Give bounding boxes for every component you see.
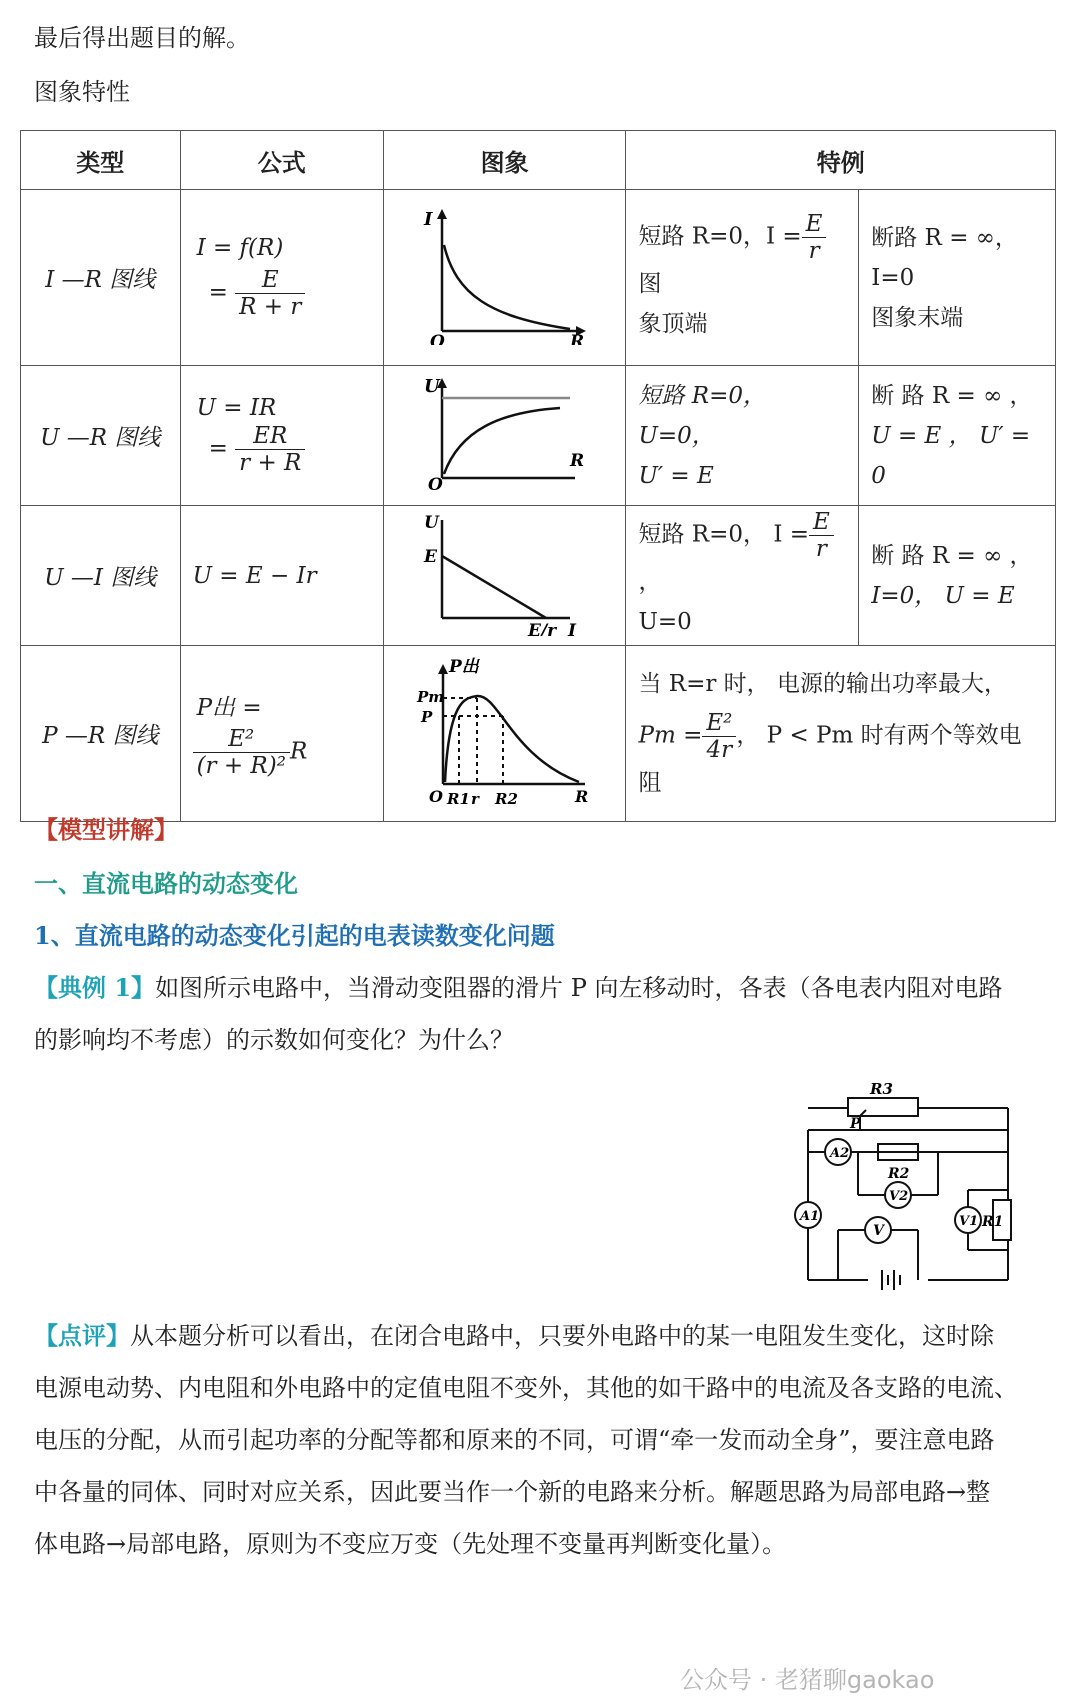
- formula-text: I = f(R): [196, 235, 284, 261]
- u-i-graph: [420, 510, 590, 636]
- graph-cell: [383, 506, 626, 646]
- formula-fraction: $\frac{\text{E²}}{\text{(r + R)²}}$: [193, 726, 290, 779]
- comment-line: 电源电动势、内电阻和外电路中的定值电阻不变外，其他的如干路中的电流及各支路的电流、: [34, 1374, 1018, 1402]
- model-heading: 【模型讲解】: [34, 815, 178, 844]
- table-caption: 图象特性: [34, 78, 130, 106]
- graph-properties-table: [20, 130, 1056, 822]
- intro-line: 最后得出题目的解。: [34, 24, 250, 52]
- axis-label: P: [420, 707, 432, 726]
- special-fraction: $\frac{E}{r}$: [802, 211, 827, 264]
- special-case-a: 短路 R=0，I = $\frac{E}{r}$ 图 象顶端: [626, 190, 859, 366]
- row-formula: [180, 190, 383, 366]
- comment-line: 中各量的同体、同时对应关系，因此要当作一个新的电路来分析。解题思路为局部电路→整: [34, 1478, 991, 1506]
- special-case-a: 短路 R=0， I = $\frac{E}{r}$ ， U=0: [626, 506, 859, 646]
- special-case-b: 断 路 R = ∞ ， U = E ， U′ = 0: [859, 366, 1056, 506]
- i-r-graph: [420, 205, 590, 345]
- formula-text: P出 =: [196, 694, 262, 721]
- axis-label: r: [470, 789, 479, 806]
- header-type: 类型: [21, 131, 181, 190]
- graph-cell: [383, 366, 626, 506]
- axis-label: E/r: [527, 620, 556, 636]
- row-type: I —R 图线: [21, 190, 181, 366]
- axis-label: O: [427, 474, 443, 492]
- axis-label: Pm: [416, 687, 444, 706]
- axis-label: E: [423, 546, 437, 567]
- formula-eq: =: [208, 435, 228, 462]
- axis-label: I: [423, 208, 433, 230]
- row-type: U —R 图线: [21, 366, 181, 506]
- formula-eq: =: [208, 279, 228, 306]
- row-type: P —R 图线: [21, 646, 181, 822]
- axis-label: P出: [448, 656, 479, 677]
- axis-label: R1: [446, 789, 470, 806]
- table-row: [21, 646, 1056, 822]
- axis-label: R: [569, 331, 584, 345]
- example-line: 的影响均不考虑）的示数如何变化？为什么？: [34, 1026, 514, 1054]
- comment-line: 体电路→局部电路，原则为不变应万变（先处理不变量再判断变化量）。: [34, 1530, 787, 1558]
- special-case-a: 短路 R=0， U=0， U′ = E: [626, 366, 859, 506]
- axis-label: I: [567, 620, 576, 636]
- header-formula: 公式: [180, 131, 383, 190]
- circuit-label: A2: [830, 1146, 850, 1161]
- axis-label: R: [569, 450, 584, 471]
- formula-tail: R: [289, 738, 308, 764]
- row-formula: [180, 646, 383, 822]
- circuit-label: R2: [888, 1166, 910, 1182]
- special-fraction: $\frac{\text{E²}}{4r}$: [702, 710, 736, 763]
- table-row: [21, 366, 1056, 506]
- special-fraction: $\frac{E}{r}$: [809, 509, 834, 562]
- header-graph: 图象: [383, 131, 626, 190]
- p-r-graph: [415, 656, 595, 806]
- comment-line: 【点评】从本题分析可以看出，在闭合电路中，只要外电路中的某一电阻发生变化，这时除: [34, 1321, 994, 1350]
- row-formula: U = E − Ir: [180, 506, 383, 646]
- table-row: [21, 506, 1056, 646]
- circuit-diagram: [788, 1080, 1028, 1300]
- circuit-label: R1: [982, 1214, 1004, 1230]
- u-r-graph: [420, 374, 590, 492]
- circuit-label: V2: [889, 1189, 909, 1204]
- graph-cell: [383, 190, 626, 366]
- axis-label: U: [423, 512, 439, 533]
- row-type: U —I 图线: [21, 506, 181, 646]
- special-case-power: 当 R=r 时， 电源的输出功率最大， Pm = $\frac{\text{E²}}{4r}$ ， P < Pm 时有两个等效电阻: [626, 646, 1056, 822]
- axis-label: R: [574, 786, 588, 806]
- watermark: 公众号 · 老猪聊gaokao: [680, 1666, 935, 1694]
- axis-label: U: [423, 375, 440, 397]
- axis-label: R2: [494, 789, 518, 806]
- subsection-heading: 1、直流电路的动态变化引起的电表读数变化问题: [34, 921, 555, 950]
- section-heading: 一、直流电路的动态变化: [34, 869, 298, 898]
- circuit-label: V1: [959, 1214, 979, 1229]
- circuit-label: V: [873, 1223, 884, 1239]
- special-case-b: 断 路 R = ∞ ， I=0， U = E: [859, 506, 1056, 646]
- circuit-label: A1: [800, 1209, 820, 1224]
- example-line: 【典例 1】如图所示电路中，当滑动变阻器的滑片 P 向左移动时，各表（各电表内阻对电路: [34, 973, 1003, 1002]
- graph-cell: [383, 646, 626, 822]
- special-case-b: 断路 R = ∞，I=0 图象末端: [859, 190, 1056, 366]
- table-header-row: [21, 131, 1056, 190]
- formula-fraction: $\frac{ER}{r + R}$: [235, 423, 305, 476]
- axis-label: O: [428, 786, 443, 806]
- circuit-label: P: [850, 1116, 861, 1132]
- circuit-label: R3: [870, 1080, 893, 1098]
- comment-line: 电压的分配，从而引起功率的分配等都和原来的不同，可谓“牵一发而动全身”，要注意电路: [34, 1426, 995, 1454]
- header-special: 特例: [626, 131, 1056, 190]
- row-formula: [180, 366, 383, 506]
- formula-fraction: $\frac{E}{R + r}$: [235, 267, 305, 320]
- formula-text: U = IR: [196, 395, 277, 421]
- table-row: [21, 190, 1056, 366]
- axis-label: O: [429, 331, 445, 345]
